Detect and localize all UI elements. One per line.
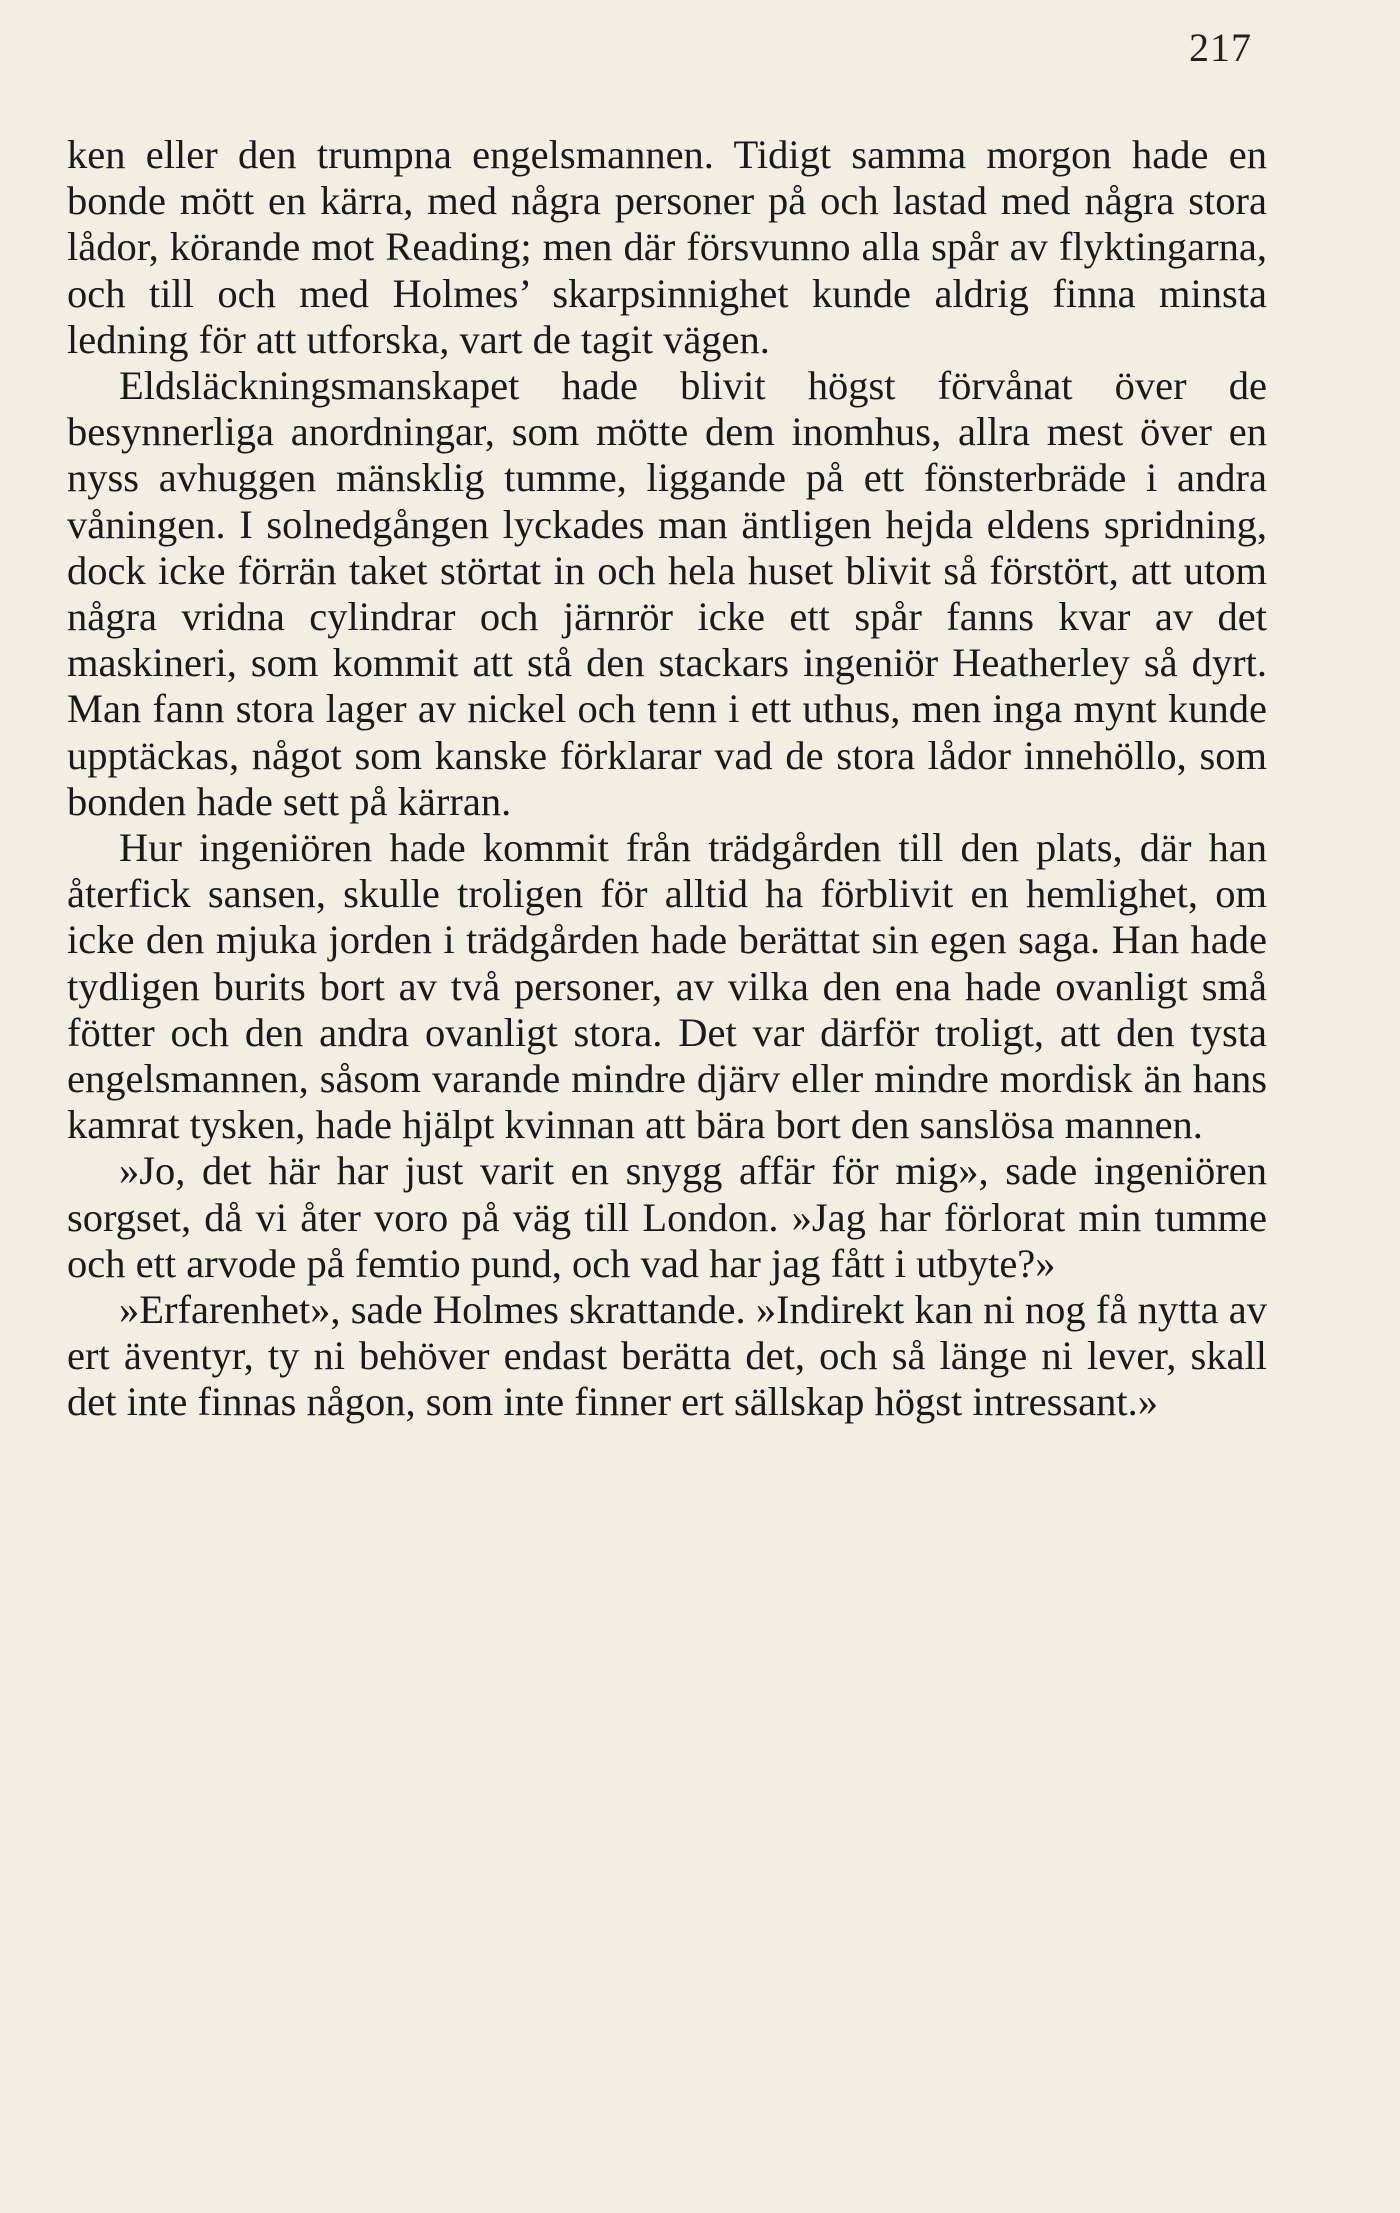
paragraph-3: Hur ingeniören hade kommit från trädgården till den plats, där han återfick sansen, skulle troligen för alltid ha förblivit en hemlighet, om icke den mjuka jorden i trädgården hade berättat sin egen saga. Han hade tydligen burits bort av två personer, av vilka den ena hade ovanligt små fötter och den andra ovanligt stora. Det var därför troligt, att den tysta engelsmannen, såsom varande mindre djärv eller mindre mordisk än hans kamrat tysken, hade hjälpt kvinnan att bära bort den sanslösa mannen. xyxy=(67,825,1267,1148)
paragraph-4: »Jo, det här har just varit en snygg affär för mig», sade ingeniören sorgset, då vi åter voro på väg till London. »Jag har förlorat min tumme och ett arvode på femtio pund, och vad har jag fått i utbyte?» xyxy=(67,1148,1267,1286)
paragraph-2: Eldsläckningsmanskapet hade blivit högst förvånat över de besynnerliga anordningar, som mötte dem inomhus, allra mest över en nyss avhuggen mänsklig tumme, liggande på ett fönsterbräde i andra våningen. I solnedgången lyckades man äntligen hejda eldens spridning, dock icke förrän taket störtat in och hela huset blivit så förstört, att utom några vridna cylindrar och järnrör icke ett spår fanns kvar av det maskineri, som kommit att stå den stackars ingeniör Heatherley så dyrt. Man fann stora lager av nickel och tenn i ett uthus, men inga mynt kunde upptäckas, något som kanske förklarar vad de stora lådor innehöllo, som bonden hade sett på kärran. xyxy=(67,363,1267,824)
paragraph-5: »Erfarenhet», sade Holmes skrattande. »Indirekt kan ni nog få nytta av ert äventyr, ty ni behöver endast berätta det, och så länge ni lever, skall det inte finnas någon, som inte finner ert sällskap högst intressant.» xyxy=(67,1287,1267,1425)
page-number: 217 xyxy=(1189,25,1252,70)
body-text xyxy=(67,132,1267,1426)
paragraph-1: ken eller den trumpna engelsmannen. Tidigt samma morgon hade en bonde mött en kärra, med några personer på och lastad med några stora lådor, körande mot Reading; men där försvunno alla spår av flyktingarna, och till och med Holmes’ skarpsinnighet kunde aldrig finna minsta ledning för att utforska, vart de tagit vägen. xyxy=(67,132,1267,362)
